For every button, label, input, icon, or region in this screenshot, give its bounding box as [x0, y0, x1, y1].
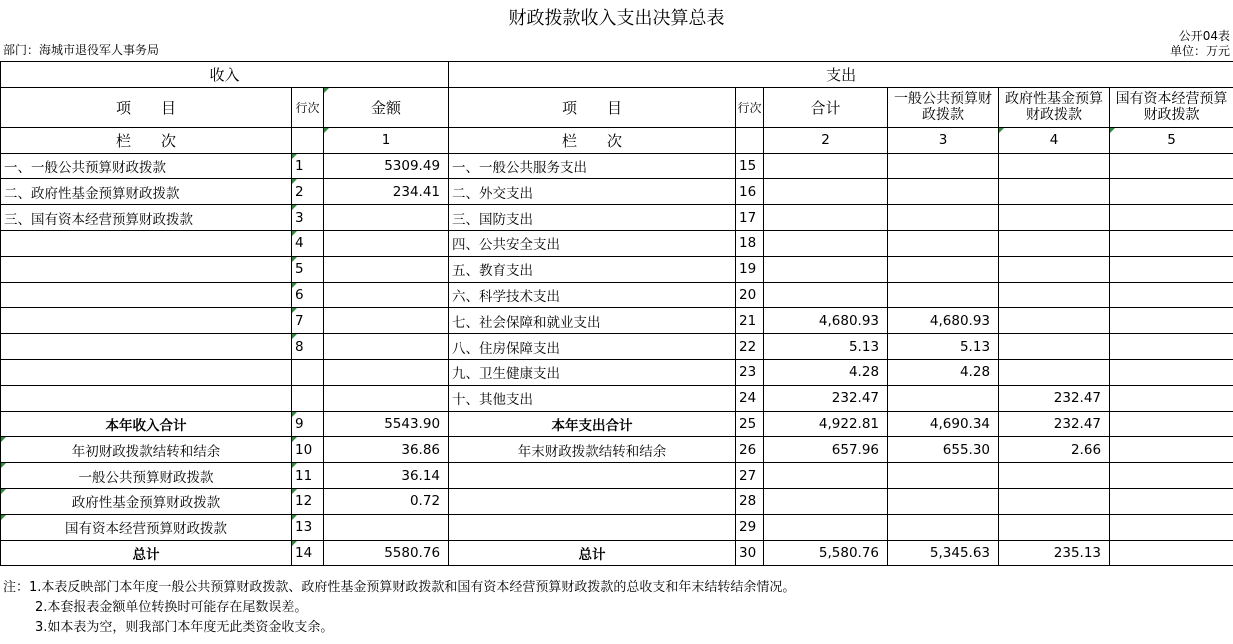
income-amount-cell	[324, 385, 449, 411]
expense-item-cell: 本年支出合计	[449, 411, 736, 437]
general-budget-cell	[888, 514, 999, 540]
gov-fund-cell	[999, 179, 1110, 205]
expense-item-cell: 五、教育支出	[449, 256, 736, 282]
income-rownum-cell: 6	[292, 282, 324, 308]
state-capital-cell	[1110, 463, 1233, 489]
total-cell: 4.28	[764, 359, 888, 385]
total-cell	[764, 282, 888, 308]
total-cell: 5,580.76	[764, 540, 888, 566]
state-capital-cell	[1110, 153, 1233, 179]
gov-fund-cell	[999, 334, 1110, 360]
general-budget-header: 一般公共预算财政拨款	[888, 87, 999, 127]
expense-item-cell: 年末财政拨款结转和结余	[449, 437, 736, 463]
expense-item-cell: 三、国防支出	[449, 205, 736, 231]
income-rownum-cell: 14	[292, 540, 324, 566]
gov-fund-cell	[999, 256, 1110, 282]
unit-label: 单位：万元	[1169, 44, 1230, 58]
income-rownum-header: 行次	[292, 87, 324, 127]
income-amount-cell	[324, 205, 449, 231]
income-item-cell	[1, 230, 292, 256]
expense-item-cell: 八、住房保障支出	[449, 334, 736, 360]
income-item-cell: 本年收入合计	[1, 411, 292, 437]
expense-item-cell: 四、公共安全支出	[449, 230, 736, 256]
expense-item-cell	[449, 488, 736, 514]
general-budget-cell	[888, 488, 999, 514]
income-item-cell: 一、一般公共预算财政拨款	[1, 153, 292, 179]
income-amount-cell: 0.72	[324, 488, 449, 514]
table-row	[1, 359, 1233, 385]
expense-rownum-cell: 19	[736, 256, 764, 282]
table-row	[1, 437, 1233, 463]
income-item-cell	[1, 256, 292, 282]
col3-label: 3	[888, 127, 999, 153]
income-item-cell: 三、国有资本经营预算财政拨款	[1, 205, 292, 231]
income-rownum-cell	[292, 385, 324, 411]
expense-rownum-cell: 17	[736, 205, 764, 231]
gov-fund-cell	[999, 359, 1110, 385]
total-cell	[764, 205, 888, 231]
income-amount-cell	[324, 256, 449, 282]
income-rownum-cell: 1	[292, 153, 324, 179]
table-row	[1, 230, 1233, 256]
expense-item-cell: 十、其他支出	[449, 385, 736, 411]
expense-item-cell	[449, 514, 736, 540]
table-row	[1, 153, 1233, 179]
income-amount-cell	[324, 282, 449, 308]
general-budget-cell	[888, 205, 999, 231]
expense-rownum-cell: 25	[736, 411, 764, 437]
col5-label: 5	[1110, 127, 1233, 153]
expense-item-cell	[449, 463, 736, 489]
income-item-cell: 年初财政拨款结转和结余	[1, 437, 292, 463]
total-cell: 5.13	[764, 334, 888, 360]
income-amount-cell: 36.86	[324, 437, 449, 463]
income-item-header: 项 目	[1, 87, 292, 127]
expense-lanci-label: 栏 次	[449, 127, 736, 153]
income-header: 收入	[1, 62, 449, 88]
income-rownum-cell: 2	[292, 179, 324, 205]
total-cell	[764, 514, 888, 540]
general-budget-cell: 5.13	[888, 334, 999, 360]
income-item-cell	[1, 385, 292, 411]
gov-fund-cell	[999, 230, 1110, 256]
state-capital-cell	[1110, 308, 1233, 334]
income-item-cell: 二、政府性基金预算财政拨款	[1, 179, 292, 205]
income-amount-cell: 36.14	[324, 463, 449, 489]
income-amount-cell	[324, 514, 449, 540]
income-rownum-cell: 10	[292, 437, 324, 463]
gov-fund-cell	[999, 205, 1110, 231]
note-line: 2.本套报表金额单位转换时可能存在尾数误差。	[35, 600, 308, 615]
fiscal-summary-table	[0, 61, 1233, 566]
general-budget-cell	[888, 179, 999, 205]
gov-fund-cell	[999, 488, 1110, 514]
table-row	[1, 308, 1233, 334]
general-budget-cell	[888, 282, 999, 308]
table-row	[1, 256, 1233, 282]
table-row	[1, 540, 1233, 566]
income-amount-cell: 5543.90	[324, 411, 449, 437]
income-item-cell: 政府性基金预算财政拨款	[1, 488, 292, 514]
form-number: 公开04表	[1178, 29, 1230, 43]
income-lanci-rownum	[292, 127, 324, 153]
state-capital-cell	[1110, 540, 1233, 566]
income-amount-cell: 234.41	[324, 179, 449, 205]
table-row	[1, 411, 1233, 437]
gov-fund-header: 政府性基金预算财政拨款	[999, 87, 1110, 127]
page-title: 财政拨款收入支出决算总表	[508, 8, 725, 29]
expense-item-cell: 九、卫生健康支出	[449, 359, 736, 385]
state-capital-cell	[1110, 437, 1233, 463]
expense-rownum-cell: 29	[736, 514, 764, 540]
notes	[3, 578, 795, 638]
total-cell	[764, 230, 888, 256]
income-item-cell	[1, 308, 292, 334]
income-amount-cell	[324, 308, 449, 334]
general-budget-cell	[888, 256, 999, 282]
expense-lanci-rownum	[736, 127, 764, 153]
expense-rownum-header: 行次	[736, 87, 764, 127]
income-amount-cell: 5309.49	[324, 153, 449, 179]
general-budget-cell	[888, 153, 999, 179]
general-budget-cell: 655.30	[888, 437, 999, 463]
table-row	[1, 334, 1233, 360]
general-budget-cell: 4.28	[888, 359, 999, 385]
table-row	[1, 179, 1233, 205]
state-capital-cell	[1110, 334, 1233, 360]
income-rownum-cell: 11	[292, 463, 324, 489]
expense-rownum-cell: 20	[736, 282, 764, 308]
income-amount-cell: 5580.76	[324, 540, 449, 566]
gov-fund-cell	[999, 282, 1110, 308]
income-item-cell: 总计	[1, 540, 292, 566]
total-header: 合计	[764, 87, 888, 127]
expense-rownum-cell: 22	[736, 334, 764, 360]
state-capital-cell	[1110, 282, 1233, 308]
amount-header: 金额	[324, 87, 449, 127]
state-capital-cell	[1110, 514, 1233, 540]
gov-fund-cell	[999, 514, 1110, 540]
table-row	[1, 514, 1233, 540]
state-capital-header: 国有资本经营预算财政拨款	[1110, 87, 1233, 127]
general-budget-cell: 4,680.93	[888, 308, 999, 334]
col1-label: 1	[324, 127, 449, 153]
income-amount-cell	[324, 230, 449, 256]
expense-item-cell: 总计	[449, 540, 736, 566]
gov-fund-cell	[999, 308, 1110, 334]
income-rownum-cell: 13	[292, 514, 324, 540]
total-cell: 4,680.93	[764, 308, 888, 334]
expense-header: 支出	[449, 62, 1233, 88]
state-capital-cell	[1110, 256, 1233, 282]
income-item-cell: 国有资本经营预算财政拨款	[1, 514, 292, 540]
general-budget-cell: 5,345.63	[888, 540, 999, 566]
expense-item-header: 项 目	[449, 87, 736, 127]
table-row	[1, 205, 1233, 231]
income-item-cell	[1, 359, 292, 385]
income-rownum-cell: 9	[292, 411, 324, 437]
income-rownum-cell: 4	[292, 230, 324, 256]
state-capital-cell	[1110, 411, 1233, 437]
col2-label: 2	[764, 127, 888, 153]
total-cell: 4,922.81	[764, 411, 888, 437]
table-row	[1, 385, 1233, 411]
gov-fund-cell: 235.13	[999, 540, 1110, 566]
expense-rownum-cell: 28	[736, 488, 764, 514]
state-capital-cell	[1110, 205, 1233, 231]
general-budget-cell	[888, 230, 999, 256]
general-budget-cell	[888, 463, 999, 489]
income-rownum-cell: 3	[292, 205, 324, 231]
gov-fund-cell: 232.47	[999, 411, 1110, 437]
table-row	[1, 282, 1233, 308]
col4-label: 4	[999, 127, 1110, 153]
state-capital-cell	[1110, 359, 1233, 385]
income-rownum-cell: 5	[292, 256, 324, 282]
state-capital-cell	[1110, 179, 1233, 205]
note-line: 注：1.本表反映部门本年度一般公共预算财政拨款、政府性基金预算财政拨款和国有资本经营预算财政拨款的总收支和年末结转结余情况。	[3, 580, 796, 595]
total-cell	[764, 153, 888, 179]
total-cell: 232.47	[764, 385, 888, 411]
expense-rownum-cell: 16	[736, 179, 764, 205]
income-rownum-cell	[292, 359, 324, 385]
total-cell	[764, 463, 888, 489]
income-rownum-cell: 7	[292, 308, 324, 334]
note-line: 3.如本表为空，则我部门本年度无此类资金收支余。	[35, 620, 334, 635]
expense-rownum-cell: 30	[736, 540, 764, 566]
income-amount-cell	[324, 334, 449, 360]
income-rownum-cell: 12	[292, 488, 324, 514]
expense-rownum-cell: 24	[736, 385, 764, 411]
expense-item-cell: 六、科学技术支出	[449, 282, 736, 308]
general-budget-cell: 4,690.34	[888, 411, 999, 437]
expense-rownum-cell: 23	[736, 359, 764, 385]
state-capital-cell	[1110, 230, 1233, 256]
income-amount-cell	[324, 359, 449, 385]
expense-rownum-cell: 21	[736, 308, 764, 334]
income-lanci-label: 栏 次	[1, 127, 292, 153]
expense-rownum-cell: 15	[736, 153, 764, 179]
gov-fund-cell	[999, 463, 1110, 489]
expense-item-cell: 七、社会保障和就业支出	[449, 308, 736, 334]
state-capital-cell	[1110, 488, 1233, 514]
table-row	[1, 488, 1233, 514]
total-cell	[764, 179, 888, 205]
gov-fund-cell: 2.66	[999, 437, 1110, 463]
general-budget-cell	[888, 385, 999, 411]
income-item-cell: 一般公共预算财政拨款	[1, 463, 292, 489]
total-cell	[764, 488, 888, 514]
total-cell	[764, 256, 888, 282]
department-label: 部门：海城市退役军人事务局	[3, 43, 160, 57]
table-row	[1, 463, 1233, 489]
gov-fund-cell	[999, 153, 1110, 179]
total-cell: 657.96	[764, 437, 888, 463]
expense-rownum-cell: 18	[736, 230, 764, 256]
expense-rownum-cell: 27	[736, 463, 764, 489]
state-capital-cell	[1110, 385, 1233, 411]
income-rownum-cell: 8	[292, 334, 324, 360]
income-item-cell	[1, 334, 292, 360]
expense-item-cell: 二、外交支出	[449, 179, 736, 205]
expense-rownum-cell: 26	[736, 437, 764, 463]
income-item-cell	[1, 282, 292, 308]
gov-fund-cell: 232.47	[999, 385, 1110, 411]
expense-item-cell: 一、一般公共服务支出	[449, 153, 736, 179]
